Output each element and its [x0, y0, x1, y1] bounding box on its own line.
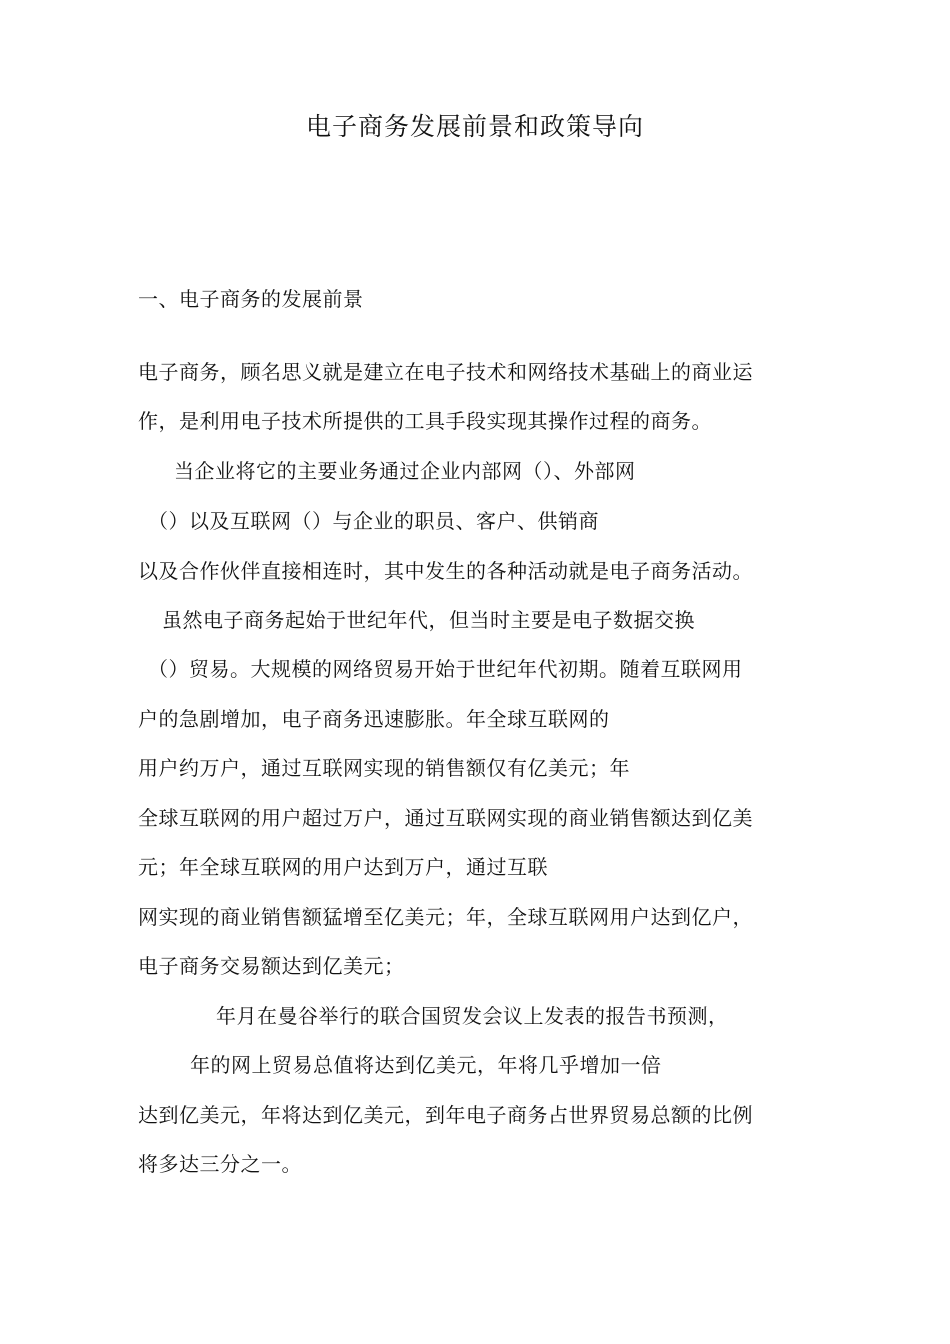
section-heading: 一、电子商务的发展前景	[138, 287, 364, 311]
paragraph-line: 电子商务，顾名思义就是建立在电子技术和网络技术基础上的商业运	[138, 360, 753, 384]
paragraph-line: 全球互联网的用户超过万户，通过互联网实现的商业销售额达到亿美	[138, 806, 753, 830]
paragraph-line: （）以及互联网（）与企业的职员、客户、供销商	[148, 509, 599, 533]
paragraph-line: （）贸易。大规模的网络贸易开始于世纪年代初期。随着互联网用	[148, 657, 743, 681]
paragraph-line: 户的急剧增加，电子商务迅速膨胀。年全球互联网的	[138, 707, 610, 731]
paragraph-line: 达到亿美元，年将达到亿美元，到年电子商务占世界贸易总额的比例	[138, 1103, 753, 1127]
paragraph-line: 用户约万户，通过互联网实现的销售额仅有亿美元；年	[138, 756, 630, 780]
paragraph-line: 年的网上贸易总值将达到亿美元，年将几乎增加一倍	[190, 1053, 662, 1077]
paragraph-line: 以及合作伙伴直接相连时，其中发生的各种活动就是电子商务活动。	[138, 559, 753, 583]
paragraph-line: 将多达三分之一。	[138, 1152, 302, 1176]
paragraph-line: 当企业将它的主要业务通过企业内部网（）、外部网	[174, 459, 636, 483]
document-title: 电子商务发展前景和政策导向	[305, 112, 644, 141]
paragraph-line: 虽然电子商务起始于世纪年代，但当时主要是电子数据交换	[162, 608, 695, 632]
paragraph-line: 作，是利用电子技术所提供的工具手段实现其操作过程的商务。	[138, 409, 712, 433]
paragraph-line: 网实现的商业销售额猛增至亿美元；年，全球互联网用户达到亿户，	[138, 905, 753, 929]
paragraph-line: 电子商务交易额达到亿美元；	[138, 954, 405, 978]
paragraph-line: 元；年全球互联网的用户达到万户，通过互联	[138, 855, 548, 879]
paragraph-line: 年月在曼谷举行的联合国贸发会议上发表的报告书预测，	[216, 1004, 729, 1028]
